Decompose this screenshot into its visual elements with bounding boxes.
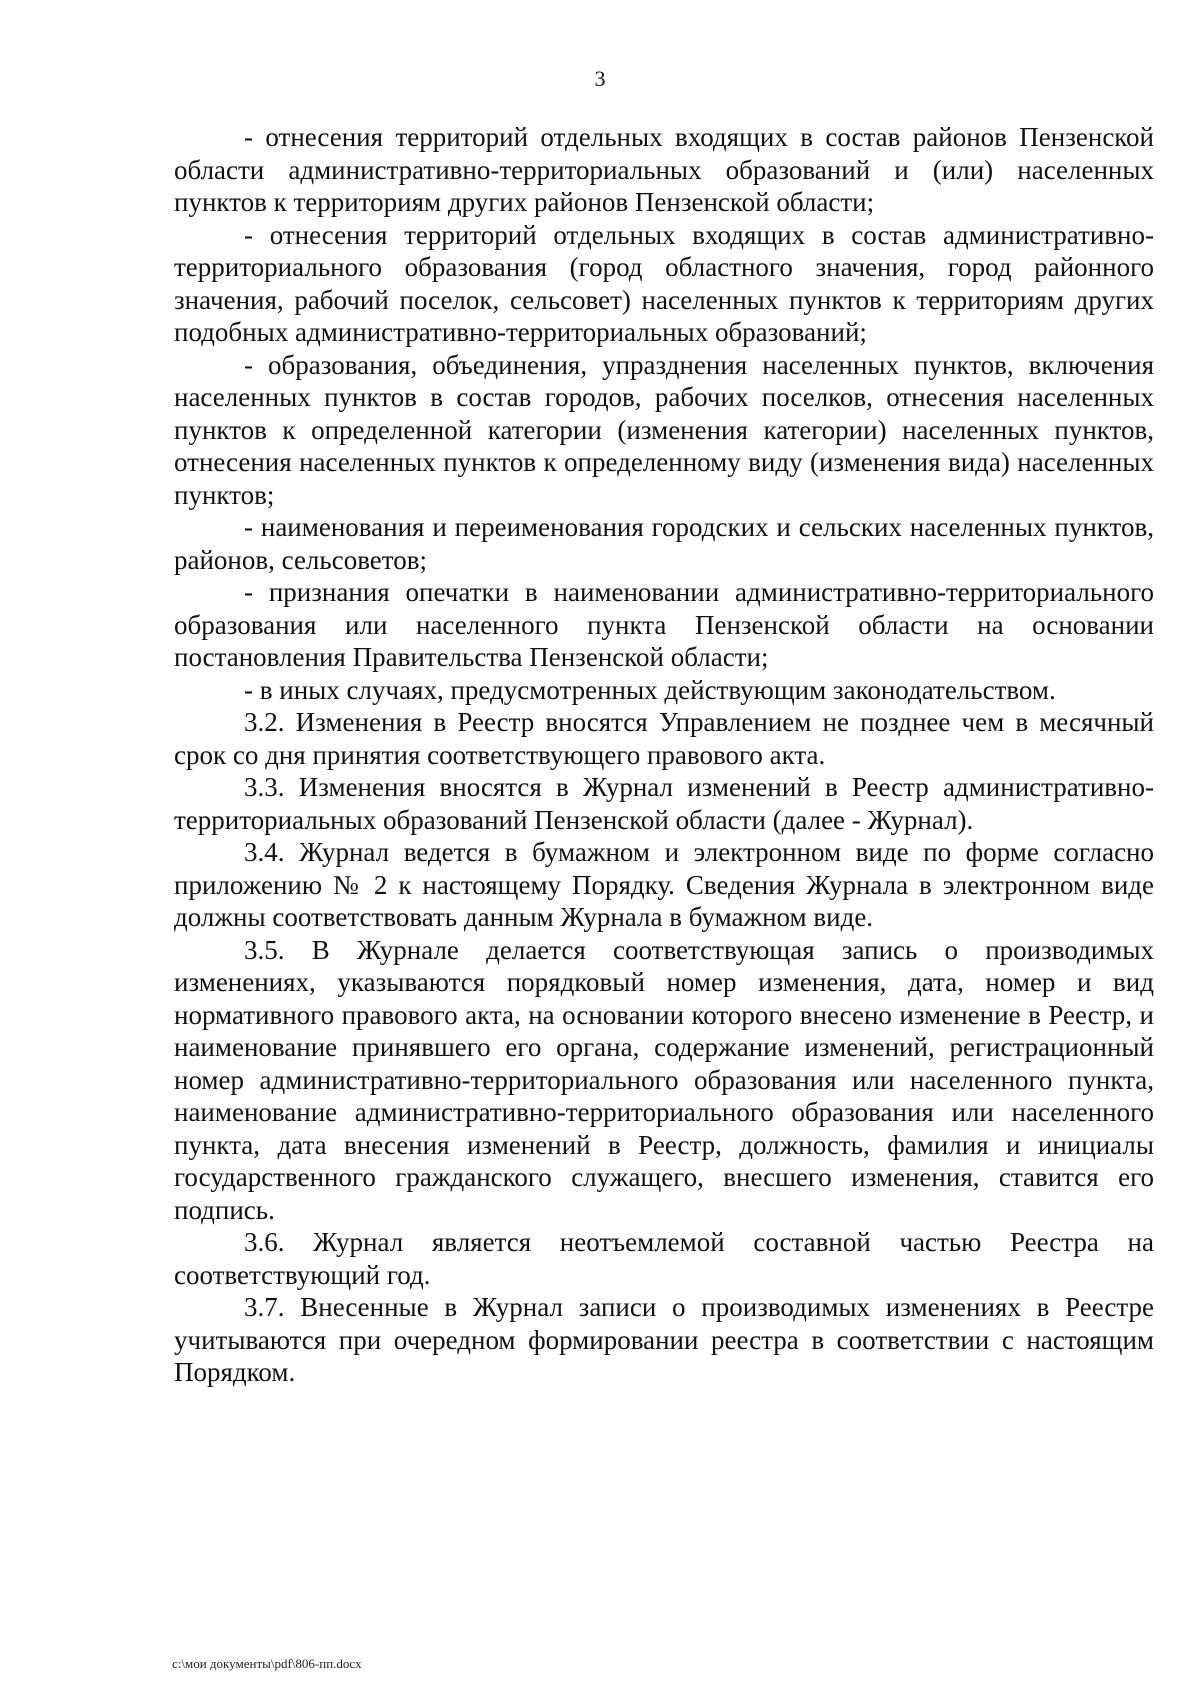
paragraph-4: - наименования и переименования городских и сельских населенных пунктов, районов, сельсоветов; <box>174 512 1154 575</box>
paragraph-1: - отнесения территорий отдельных входящих в состав районов Пензенской области административно-территориальных образований и (или) населенных пунктов к территориям других районов Пензенской области; <box>174 122 1154 217</box>
footer-file-path: c:\мои документы\pdf\806-пп.docx <box>172 1656 362 1671</box>
paragraph-2: - отнесения территорий отдельных входящих в состав административно-территориального образования (город областного значения, город районного значения, рабочий поселок, сельсовет) населенных пунктов к территориям других подобных административно-территориальных образований; <box>174 219 1154 347</box>
paragraph-3: - образования, объединения, упразднения населенных пунктов, включения населенных пунктов в состав городов, рабочих поселков, отнесения населенных пунктов к определенной категории (изменения категории) населенных пунктов, отнесения населенных пунктов к определенному виду (изменения вида) населенных пунктов; <box>174 349 1154 510</box>
paragraph-3-5: 3.5. В Журнале делается соответствующая запись о производимых изменениях, указываются порядковый номер изменения, дата, номер и вид нормативного правового акта, на основании которого внесено изменение в Реестр, и наименование принявшего его органа, содержание изменений, регистрационный номер административно-территориального образования или населенного пункта, наименование административно-территориального образования или населенного пункта, дата внесения изменений в Реестр, должность, фамилия и инициалы государственного гражданского служащего, внесшего изменения, ставится его подпись. <box>174 934 1154 1225</box>
paragraph-3-3: 3.3. Изменения вносятся в Журнал изменений в Реестр административно-территориальных образований Пензенской области (далее - Журнал). <box>174 772 1154 835</box>
paragraph-3-6: 3.6. Журнал является неотъемлемой составной частью Реестра на соответствующий год. <box>174 1227 1154 1290</box>
paragraph-6: - в иных случаях, предусмотренных действующим законодательством. <box>244 674 1056 705</box>
paragraph-3-4: 3.4. Журнал ведется в бумажном и электронном виде по форме согласно приложению № 2 к настоящему Порядку. Сведения Журнала в электронном виде должны соответствовать данным Журнала в бумажном виде. <box>174 837 1154 932</box>
paragraph-3-2: 3.2. Изменения в Реестр вносятся Управлением не позднее чем в месячный срок со дня принятия соответствующего правового акта. <box>174 707 1154 770</box>
page-number: 3 <box>594 66 606 91</box>
paragraph-3-7: 3.7. Внесенные в Журнал записи о производимых изменениях в Реестре учитываются при очередном формировании реестра в соответствии с настоящим Порядком. <box>174 1292 1154 1387</box>
paragraph-5: - признания опечатки в наименовании административно-территориального образования или населенного пункта Пензенской области на основании постановления Правительства Пензенской области; <box>174 577 1154 672</box>
document-body <box>174 121 1154 1389</box>
